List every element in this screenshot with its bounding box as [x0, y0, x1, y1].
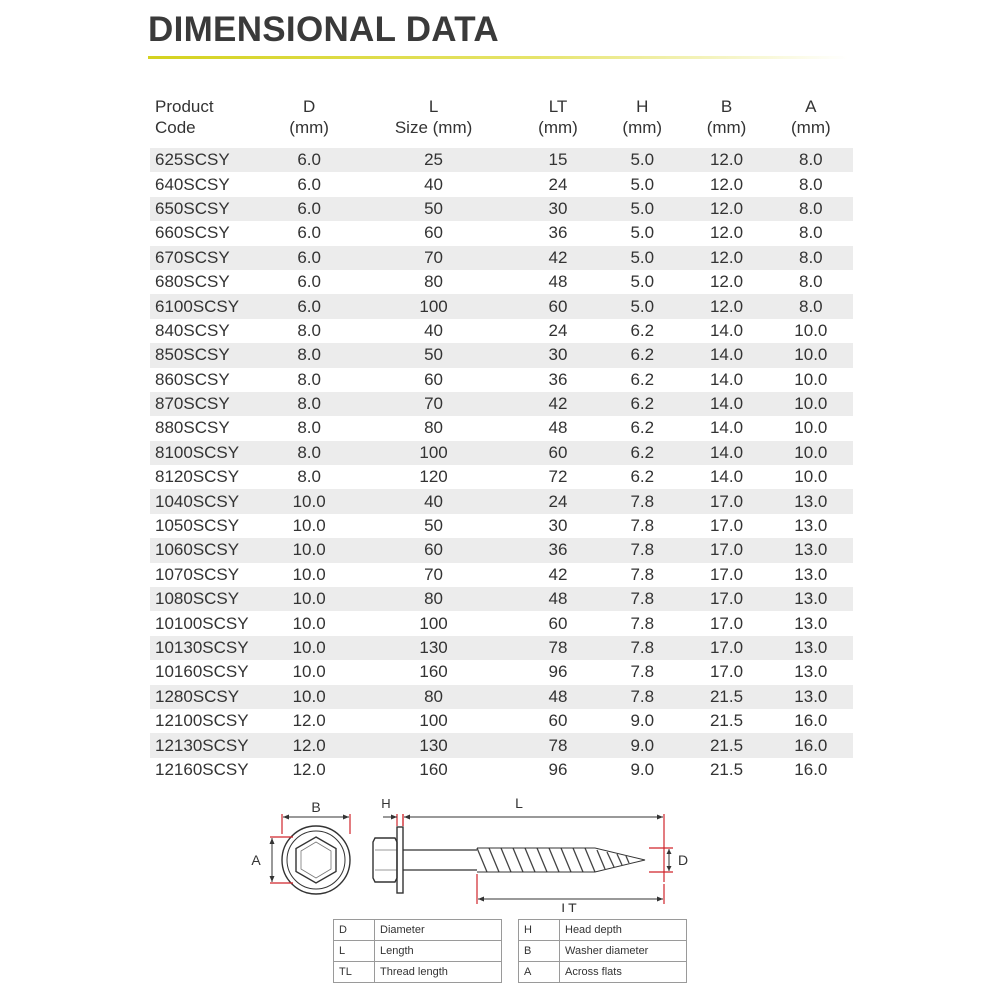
dimension-cell: 12.0: [292, 711, 326, 731]
dimension-cell: 60: [548, 442, 568, 462]
dimension-cell: 13.0: [794, 564, 828, 584]
product-code-cell: 650SCSY: [155, 198, 230, 218]
dimension-cell: 50: [424, 198, 444, 218]
dimension-cell: 14.0: [709, 394, 744, 414]
dimension-cell: 36: [548, 369, 568, 389]
dimension-cell: 8.0: [799, 198, 823, 218]
title-underline: [148, 56, 848, 59]
dimension-cell: 30: [548, 198, 568, 218]
dimension-cell: 10.0: [794, 418, 828, 438]
dimension-cell: 6.2: [630, 418, 655, 438]
dimension-cell: 21.5: [709, 686, 744, 706]
legend-value: Across flats: [560, 962, 687, 983]
dimension-cell: 13.0: [794, 491, 828, 511]
dimension-cell: 13.0: [794, 662, 828, 682]
product-code-cell: 670SCSY: [155, 247, 230, 267]
product-code-cell: 8120SCSY: [155, 467, 240, 487]
legend-key: A: [519, 962, 560, 983]
dimension-cell: 13.0: [794, 686, 828, 706]
product-code-cell: 625SCSY: [155, 150, 230, 170]
h-label: H: [381, 796, 391, 811]
legend-row: [519, 920, 687, 941]
table-row: [150, 221, 853, 245]
table-row: [150, 685, 853, 709]
dimension-cell: 100: [419, 613, 448, 633]
product-code-cell: 860SCSY: [155, 369, 230, 389]
dimension-cell: 24: [548, 491, 568, 511]
dimension-cell: 15: [548, 150, 568, 170]
dimension-cell: 7.8: [630, 638, 655, 657]
d-dimension: [649, 848, 688, 872]
dimension-cell: 42: [548, 247, 568, 267]
dimension-cell: 7.8: [630, 516, 655, 536]
legend-value: Washer diameter: [560, 941, 687, 962]
dimension-cell: 17.0: [709, 613, 744, 633]
product-code-cell: 12100SCSY: [155, 711, 249, 731]
dimension-cell: 17.0: [709, 491, 744, 511]
dimension-cell: 16.0: [794, 759, 828, 779]
legend-table-right: [518, 919, 687, 983]
column-header-d: D (mm): [289, 97, 329, 137]
dimension-cell: 72: [548, 467, 568, 487]
dimensions-table: [150, 96, 853, 782]
dimension-cell: 17.0: [709, 516, 744, 536]
dimension-cell: 8.0: [799, 150, 823, 170]
dimension-cell: 8.0: [297, 467, 321, 487]
dimension-cell: 6.0: [297, 198, 321, 218]
table-row: [150, 538, 853, 562]
dimension-cell: 12.0: [709, 174, 744, 194]
page-title: DIMENSIONAL DATA: [148, 10, 499, 49]
dimension-cell: 36: [548, 223, 568, 243]
legend-key: TL: [334, 962, 375, 983]
dimension-cell: 80: [424, 272, 444, 292]
dimension-cell: 12.0: [292, 735, 326, 755]
dimension-cell: 24: [548, 320, 568, 340]
table-row: [150, 660, 853, 684]
dimension-cell: 10.0: [794, 369, 828, 389]
dimension-cell: 42: [548, 394, 568, 414]
product-code-cell: 850SCSY: [155, 345, 230, 365]
h-dimension: [381, 796, 403, 826]
dimension-cell: 40: [424, 174, 444, 194]
dimension-cell: 48: [548, 686, 568, 706]
dimension-cell: 10.0: [292, 589, 326, 609]
dimension-cell: 6.0: [297, 174, 321, 194]
dimension-cell: 13.0: [794, 613, 828, 633]
dimension-cell: 100: [419, 711, 448, 731]
table-row: [150, 563, 853, 587]
dimension-cell: 80: [424, 418, 444, 438]
dimension-cell: 7.8: [630, 686, 655, 706]
product-code-cell: 640SCSY: [155, 174, 230, 194]
a-label: A: [251, 852, 261, 868]
dimension-cell: 5.0: [630, 150, 655, 170]
legend-key: D: [334, 920, 375, 941]
dimension-cell: 14.0: [709, 369, 744, 389]
table-row: [150, 636, 853, 660]
dimension-cell: 24: [548, 174, 568, 194]
dimension-cell: 6.2: [630, 320, 655, 340]
dimension-cell: 7.8: [630, 589, 655, 609]
dimension-cell: 10.0: [292, 540, 326, 560]
legend-key: B: [519, 941, 560, 962]
dimension-cell: 78: [548, 638, 568, 657]
dimension-cell: 5.0: [630, 174, 655, 194]
dimension-cell: 13.0: [794, 638, 828, 657]
dimension-cell: 50: [424, 516, 444, 536]
b-dimension: [282, 799, 350, 834]
dimension-cell: 50: [424, 345, 444, 365]
dimension-cell: 8.0: [799, 223, 823, 243]
dimension-cell: 8.0: [799, 247, 823, 267]
table-row: [150, 709, 853, 733]
l-label: L: [515, 795, 523, 811]
lt-label: LT: [561, 900, 577, 912]
dimension-cell: 60: [548, 296, 568, 316]
dimension-cell: 48: [548, 418, 568, 438]
dimension-cell: 96: [548, 759, 568, 779]
dimension-cell: 8.0: [297, 442, 321, 462]
table-row: [150, 465, 853, 489]
dimension-cell: 160: [419, 662, 448, 682]
screw-side-view: [373, 827, 645, 893]
dimension-cell: 60: [424, 223, 444, 243]
table-row: [150, 489, 853, 513]
dimension-cell: 5.0: [630, 272, 655, 292]
dimension-cell: 14.0: [709, 467, 744, 487]
dimension-cell: 9.0: [630, 735, 655, 755]
table-header-row: [150, 96, 853, 148]
dimension-cell: 10.0: [292, 662, 326, 682]
dimension-cell: 10.0: [794, 467, 828, 487]
table-row: [150, 587, 853, 611]
column-header-product-code: Product Code: [155, 97, 214, 137]
product-code-cell: 6100SCSY: [155, 296, 240, 316]
table-row: [150, 368, 853, 392]
dimension-cell: 9.0: [630, 711, 655, 731]
legend-row: [334, 962, 502, 983]
dimension-cell: 16.0: [794, 735, 828, 755]
table-row: [150, 343, 853, 367]
dimension-cell: 42: [548, 564, 568, 584]
table-body: [150, 148, 853, 782]
product-code-cell: 880SCSY: [155, 418, 230, 438]
dimension-cell: 70: [424, 564, 444, 584]
dimension-cell: 10.0: [292, 613, 326, 633]
table-row: [150, 416, 853, 440]
legend-value: Thread length: [375, 962, 502, 983]
product-code-cell: 8100SCSY: [155, 442, 240, 462]
dimension-cell: 100: [419, 442, 448, 462]
column-header-a: A (mm): [791, 97, 831, 137]
dimension-cell: 7.8: [630, 662, 655, 682]
dimension-cell: 30: [548, 345, 568, 365]
legend-value: Length: [375, 941, 502, 962]
dimension-cell: 13.0: [794, 516, 828, 536]
dimension-cell: 70: [424, 394, 444, 414]
column-header-lt: LT (mm): [538, 97, 578, 137]
dimension-cell: 10.0: [794, 320, 828, 340]
dimension-cell: 8.0: [799, 296, 823, 316]
table-row: [150, 294, 853, 318]
product-code-cell: 12130SCSY: [155, 735, 249, 755]
product-code-cell: 1050SCSY: [155, 516, 240, 536]
legend-key: L: [334, 941, 375, 962]
dimension-cell: 80: [424, 589, 444, 609]
table-row: [150, 319, 853, 343]
dimension-cell: 8.0: [799, 174, 823, 194]
dimension-cell: 36: [548, 540, 568, 560]
dimension-cell: 80: [424, 686, 444, 706]
dimension-cell: 8.0: [297, 345, 321, 365]
dimension-cell: 17.0: [709, 662, 744, 682]
table-row: [150, 148, 853, 172]
dimension-cell: 70: [424, 247, 444, 267]
dimension-cell: 10.0: [292, 638, 326, 657]
dimension-cell: 6.0: [297, 150, 321, 170]
dimension-cell: 17.0: [709, 564, 744, 584]
dimension-cell: 10.0: [292, 516, 326, 536]
dimension-cell: 25: [424, 150, 444, 170]
dimension-cell: 9.0: [630, 759, 655, 779]
dimension-cell: 8.0: [297, 320, 321, 340]
legend-row: [334, 920, 502, 941]
dimension-cell: 8.0: [297, 418, 321, 438]
dimension-cell: 21.5: [709, 759, 744, 779]
product-code-cell: 12160SCSY: [155, 759, 249, 779]
product-code-cell: 1280SCSY: [155, 686, 240, 706]
dimension-cell: 10.0: [292, 686, 326, 706]
product-code-cell: 1080SCSY: [155, 589, 240, 609]
dimension-cell: 5.0: [630, 296, 655, 316]
table-row: [150, 514, 853, 538]
legend-key: H: [519, 920, 560, 941]
dimension-cell: 14.0: [709, 320, 744, 340]
dimension-cell: 12.0: [709, 198, 744, 218]
column-header-h: H (mm): [622, 97, 663, 137]
dimension-cell: 6.2: [630, 394, 655, 414]
dimension-cell: 7.8: [630, 613, 655, 633]
dimension-cell: 130: [419, 638, 448, 657]
dimension-cell: 17.0: [709, 638, 744, 657]
table-row: [150, 758, 853, 782]
dimension-cell: 17.0: [709, 589, 744, 609]
dimension-cell: 48: [548, 272, 568, 292]
product-code-cell: 1070SCSY: [155, 564, 240, 584]
dimension-cell: 7.8: [630, 491, 655, 511]
column-header-b: B (mm): [706, 97, 747, 137]
dimension-cell: 10.0: [794, 394, 828, 414]
dimension-cell: 17.0: [709, 540, 744, 560]
dimension-cell: 12.0: [709, 223, 744, 243]
dimension-cell: 6.0: [297, 296, 321, 316]
dimension-cell: 60: [424, 540, 444, 560]
legend-table-left: [333, 919, 502, 983]
dimension-cell: 12.0: [709, 150, 744, 170]
dimension-cell: 12.0: [709, 272, 744, 292]
d-label: D: [677, 852, 689, 868]
screw-diagram: [245, 792, 695, 912]
dimension-cell: 13.0: [794, 589, 828, 609]
dimension-cell: 60: [548, 613, 568, 633]
dimension-cell: 130: [419, 735, 448, 755]
dimension-cell: 7.8: [630, 540, 655, 560]
table-row: [150, 197, 853, 221]
dimension-cell: 40: [424, 491, 444, 511]
dimension-cell: 21.5: [709, 735, 744, 755]
dimension-cell: 14.0: [709, 442, 744, 462]
dimension-cell: 6.0: [297, 223, 321, 243]
product-code-cell: 870SCSY: [155, 394, 230, 414]
dimension-cell: 10.0: [794, 345, 828, 365]
dimension-cell: 60: [548, 711, 568, 731]
dimension-cell: 6.2: [630, 467, 655, 487]
product-code-cell: 1040SCSY: [155, 491, 240, 511]
table-row: [150, 392, 853, 416]
dimension-cell: 5.0: [630, 198, 655, 218]
b-label: B: [311, 799, 321, 815]
dimension-cell: 10.0: [794, 442, 828, 462]
table-row: [150, 246, 853, 270]
product-code-cell: 10100SCSY: [155, 613, 249, 633]
dimension-cell: 6.2: [630, 345, 655, 365]
column-header-l: L Size (mm): [394, 97, 473, 137]
lt-dimension: [477, 874, 664, 912]
table-row: [150, 611, 853, 635]
washer-end-view: [282, 826, 350, 894]
dimension-cell: 78: [548, 735, 568, 755]
legend-row: [519, 962, 687, 983]
dimension-cell: 6.2: [630, 369, 655, 389]
dimension-cell: 14.0: [709, 418, 744, 438]
dimension-cell: 48: [548, 589, 568, 609]
product-code-cell: 10130SCSY: [155, 638, 249, 657]
dimension-cell: 120: [419, 467, 448, 487]
dimension-cell: 10.0: [292, 564, 326, 584]
legend-value: Diameter: [375, 920, 502, 941]
table-row: [150, 733, 853, 757]
dimension-cell: 8.0: [297, 369, 321, 389]
dimension-cell: 13.0: [794, 540, 828, 560]
product-code-cell: 1060SCSY: [155, 540, 240, 560]
dimension-cell: 6.0: [297, 272, 321, 292]
table-row: [150, 270, 853, 294]
dimension-cell: 21.5: [709, 711, 744, 731]
dimension-cell: 16.0: [794, 711, 828, 731]
dimension-cell: 8.0: [799, 272, 823, 292]
dimension-cell: 96: [548, 662, 568, 682]
table-row: [150, 441, 853, 465]
product-code-cell: 660SCSY: [155, 223, 230, 243]
legend-value: Head depth: [560, 920, 687, 941]
dimension-cell: 6.2: [630, 442, 655, 462]
dimension-cell: 14.0: [709, 345, 744, 365]
dimension-cell: 7.8: [630, 564, 655, 584]
legend-row: [519, 941, 687, 962]
dimension-cell: 5.0: [630, 247, 655, 267]
dimension-cell: 12.0: [709, 247, 744, 267]
dimension-cell: 10.0: [292, 491, 326, 511]
dimension-cell: 60: [424, 369, 444, 389]
table-row: [150, 172, 853, 196]
dimension-cell: 5.0: [630, 223, 655, 243]
dimension-cell: 6.0: [297, 247, 321, 267]
product-code-cell: 10160SCSY: [155, 662, 249, 682]
dimension-cell: 30: [548, 516, 568, 536]
dimension-cell: 12.0: [709, 296, 744, 316]
legend-row: [334, 941, 502, 962]
dimension-cell: 12.0: [292, 759, 326, 779]
product-code-cell: 840SCSY: [155, 320, 230, 340]
dimension-cell: 40: [424, 320, 444, 340]
dimension-cell: 100: [419, 296, 448, 316]
product-code-cell: 680SCSY: [155, 272, 230, 292]
dimension-cell: 160: [419, 759, 448, 779]
dimension-cell: 8.0: [297, 394, 321, 414]
